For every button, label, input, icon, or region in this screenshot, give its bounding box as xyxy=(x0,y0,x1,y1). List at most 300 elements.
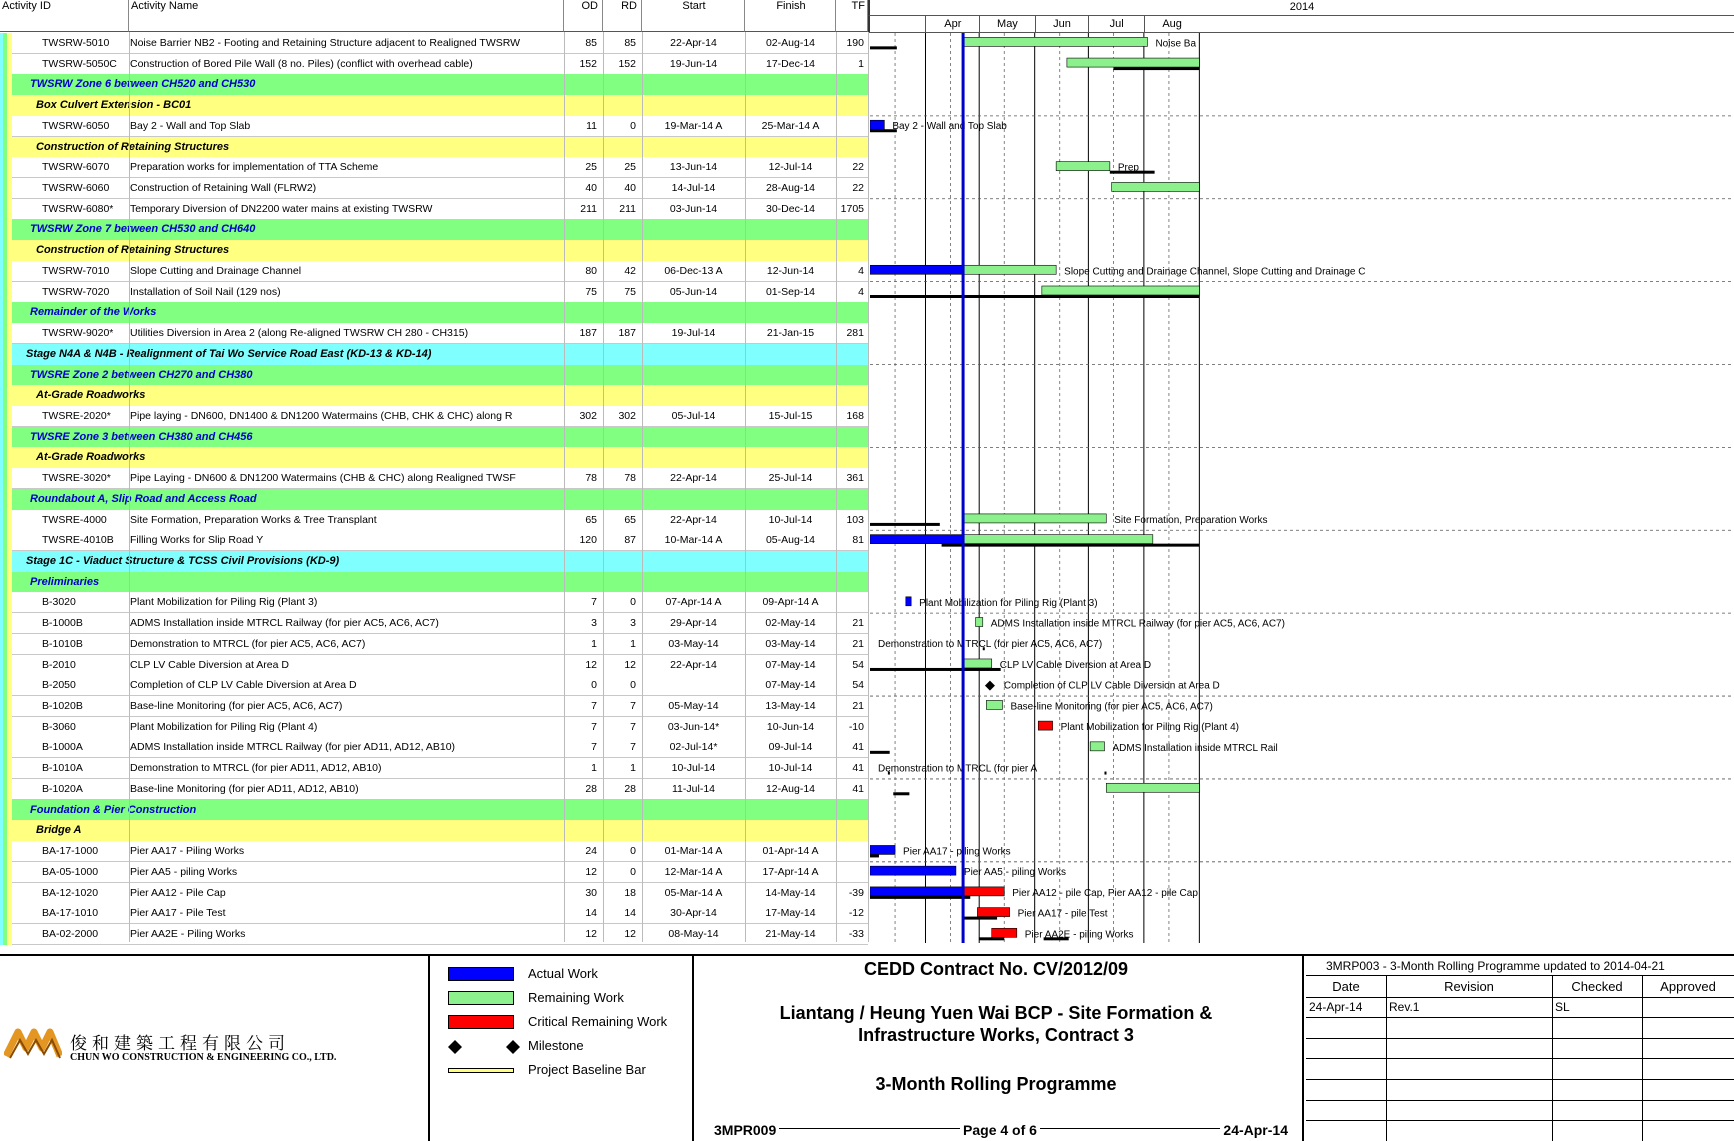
legend-baseline-swatch xyxy=(448,1068,514,1073)
legend-actual-swatch xyxy=(448,967,514,981)
cell-name: Base-line Monitoring (for pier AD11, AD12, AB10) xyxy=(130,782,359,795)
cell-start: 14-Jul-14 xyxy=(671,182,716,195)
cell-finish: 02-May-14 xyxy=(765,617,816,630)
legend-label: Project Baseline Bar xyxy=(528,1062,646,1077)
cell-name: Pier AA17 - Piling Works xyxy=(130,845,245,858)
cell-start: 10-Mar-14 A xyxy=(664,534,723,547)
cell-od: 0 xyxy=(591,679,597,692)
cell-id: TWSRW-6080* xyxy=(42,202,114,215)
cell-finish: 03-May-14 xyxy=(765,637,816,650)
header-start[interactable]: Start xyxy=(642,0,745,32)
cell-od: 11 xyxy=(586,119,597,132)
cell-name: Noise Barrier NB2 - Footing and Retaining Structure adjacent to Realigned TWSRW xyxy=(130,37,521,49)
bar-label: Demonstration to MTRCL (for pier A xyxy=(878,763,1038,775)
cell-tf: -39 xyxy=(848,886,864,899)
revision-row-line xyxy=(1306,1120,1734,1121)
wbs-band-l2[interactable]: Remainder of the Works xyxy=(0,302,868,323)
cell-tf: 21 xyxy=(852,700,864,713)
remaining-bar[interactable] xyxy=(963,514,1106,523)
actual-bar[interactable] xyxy=(870,845,895,854)
month-label: Jul xyxy=(1088,16,1143,32)
legend-label: Remaining Work xyxy=(528,990,624,1005)
cell-start: 05-Jul-14 xyxy=(671,409,716,422)
cell-rd: 12 xyxy=(624,658,636,671)
cell-od: 1 xyxy=(591,762,597,775)
cell-finish: 17-Dec-14 xyxy=(765,57,816,70)
revision-col-header: Approved xyxy=(1660,979,1716,994)
cell-id: B-1000B xyxy=(42,617,83,630)
cell-start: 10-Jul-14 xyxy=(671,762,716,775)
programme-title: 3-Month Rolling Programme xyxy=(875,1074,1117,1094)
cell-tf: 4 xyxy=(858,264,864,277)
cell-finish: 09-Apr-14 A xyxy=(762,596,819,609)
cell-rd: 25 xyxy=(624,161,636,174)
footer-page xyxy=(696,1122,1304,1138)
revision-col-header: Date xyxy=(1332,979,1360,994)
cell-od: 80 xyxy=(585,264,597,277)
cell-name: Base-line Monitoring (for pier AC5, AC6, AC7) xyxy=(130,700,343,713)
remaining-bar[interactable] xyxy=(1106,783,1199,792)
revision-cell[interactable]: Rev.1 xyxy=(1389,1000,1420,1014)
cell-name: Construction of Bored Pile Wall (8 no. Piles) (conflict with overhead cable) xyxy=(130,57,473,70)
legend xyxy=(432,956,694,1141)
cell-id: TWSRW-5050C xyxy=(42,57,117,70)
page-number: Page 4 of 6 xyxy=(960,1122,1040,1138)
cell-id: BA-17-1010 xyxy=(42,907,99,920)
legend-milestone-icon xyxy=(448,1040,520,1054)
cell-finish: 13-May-14 xyxy=(765,700,816,713)
legend-label: Critical Remaining Work xyxy=(528,1014,668,1029)
cell-tf: 41 xyxy=(852,741,864,754)
cell-tf: 361 xyxy=(846,472,864,485)
wbs-band-l2[interactable]: TWSRW Zone 6 between CH520 and CH530 xyxy=(0,74,868,95)
cell-od: 28 xyxy=(585,782,597,795)
cell-id: BA-17-1000 xyxy=(42,845,99,858)
cell-id: TWSRE-4000 xyxy=(42,513,107,526)
actual-bar[interactable] xyxy=(870,866,956,875)
legend-label: Milestone xyxy=(528,1038,584,1053)
wbs-band-l2[interactable]: TWSRE Zone 2 between CH270 and CH380 xyxy=(0,365,868,386)
cell-finish: 01-Apr-14 A xyxy=(762,845,819,858)
revision-row-line xyxy=(1306,1100,1734,1101)
cell-tf: 103 xyxy=(846,513,864,526)
bar-label: CLP LV Cable Diversion at Area D xyxy=(999,659,1152,671)
cell-id: B-1020A xyxy=(42,782,83,795)
cell-finish: 12-Jun-14 xyxy=(766,264,815,277)
bar-label: Noise Ba xyxy=(1155,38,1197,50)
actual-bar[interactable] xyxy=(870,120,884,129)
remaining-bar[interactable] xyxy=(1090,742,1104,751)
header-activity-name[interactable]: Activity Name xyxy=(129,0,564,32)
cell-name: Utilities Diversion in Area 2 (along Re-aligned TWSRW CH 280 - CH315) xyxy=(130,327,469,340)
wbs-indent-strip xyxy=(7,33,12,945)
cell-name: Plant Mobilization for Piling Rig (Plant 3) xyxy=(130,596,318,609)
cell-od: 30 xyxy=(585,886,597,899)
cell-name: Site Formation, Preparation Works & Tree Transplant xyxy=(130,513,377,526)
contract-number: CEDD Contract No. CV/2012/09 xyxy=(863,959,1129,979)
cell-tf: -33 xyxy=(848,927,864,940)
column-divider xyxy=(129,32,130,942)
remaining-bar[interactable] xyxy=(1042,286,1200,295)
cell-id: TWSRW-9020* xyxy=(42,327,114,340)
cell-start: 13-Jun-14 xyxy=(669,161,718,174)
cell-start: 30-Apr-14 xyxy=(670,907,717,920)
month-label: Apr xyxy=(925,16,979,32)
cell-rd: 211 xyxy=(619,202,636,215)
cell-name: Completion of CLP LV Cable Diversion at Area D xyxy=(130,679,357,692)
remaining-bar[interactable] xyxy=(963,535,1153,544)
cell-tf: 1705 xyxy=(840,202,864,215)
cell-start: 19-Mar-14 A xyxy=(664,119,723,132)
baseline-bar[interactable] xyxy=(979,937,1004,940)
revision-col-line xyxy=(1386,976,1387,1141)
remaining-bar[interactable] xyxy=(986,700,1002,709)
cell-finish: 25-Mar-14 A xyxy=(761,119,820,132)
cell-finish: 10-Jul-14 xyxy=(768,513,813,526)
bar-label: Base-line Monitoring (for pier AC5, AC6, AC7) xyxy=(1010,701,1213,713)
cell-od: 14 xyxy=(585,907,597,920)
cell-od: 75 xyxy=(585,285,597,298)
bar-label: ADMS Installation inside MTRCL Railway (for pier AC5, AC6, AC7) xyxy=(990,618,1285,630)
cell-name: Demonstration to MTRCL (for pier AC5, AC6, AC7) xyxy=(130,637,366,650)
cell-name: Pipe laying - DN600, DN1400 & DN1200 Watermains (CHB, CHK & CHC) along R xyxy=(130,409,513,422)
cell-rd: 78 xyxy=(624,472,636,485)
cell-id: BA-12-1020 xyxy=(42,886,99,899)
bar-label: Pier AA5 - piling Works xyxy=(963,867,1066,879)
cell-rd: 0 xyxy=(630,119,636,132)
revision-header: 3MRP003 - 3-Month Rolling Programme updated to 2014-04-21 xyxy=(1306,956,1734,976)
remaining-bar[interactable] xyxy=(1067,58,1199,67)
baseline-bar[interactable] xyxy=(870,668,1001,671)
cell-od: 120 xyxy=(579,534,597,547)
cell-name: Bay 2 - Wall and Top Slab xyxy=(130,119,251,132)
cell-name: Temporary Diversion of DN2200 water mains at existing TWSRW xyxy=(130,202,433,215)
cell-name: Filling Works for Slip Road Y xyxy=(130,534,264,547)
cell-start: 11-Jul-14 xyxy=(672,782,715,795)
legend-remaining-swatch xyxy=(448,991,514,1005)
wbs-band-l1[interactable]: Stage 1C - Viaduct Structure & TCSS Civil Provisions (KD-9) xyxy=(0,551,868,572)
project-title-line1: Liantang / Heung Yuen Wai BCP - Site Formation & xyxy=(779,1003,1213,1023)
cell-finish: 15-Jul-15 xyxy=(768,409,813,422)
revision-row-line xyxy=(1306,1079,1734,1080)
cell-tf: 21 xyxy=(852,617,864,630)
revision-row-line xyxy=(1306,1017,1734,1018)
bar-label: Plant Mobilization for Piling Rig (Plant 4) xyxy=(1060,722,1240,734)
cell-tf: 21 xyxy=(852,637,864,650)
cell-start: 06-Dec-13 A xyxy=(664,264,723,277)
cell-id: TWSRW-7010 xyxy=(42,264,110,277)
revision-row-line xyxy=(1306,997,1734,998)
bar-label: Pier AA12 - pile Cap, Pier AA12 - pile Cap xyxy=(1012,887,1198,899)
header-finish[interactable]: Finish xyxy=(745,0,836,32)
cell-od: 3 xyxy=(591,617,597,630)
cell-tf: 22 xyxy=(852,161,864,174)
cell-od: 7 xyxy=(591,700,597,713)
remaining-bar[interactable] xyxy=(963,265,1056,274)
cell-rd: 28 xyxy=(624,782,636,795)
remaining-bar[interactable] xyxy=(1112,182,1200,191)
cell-start: 03-May-14 xyxy=(668,637,719,650)
actual-bar[interactable] xyxy=(870,535,963,544)
critical-bar[interactable] xyxy=(1038,721,1052,730)
cell-od: 152 xyxy=(579,57,597,70)
cell-finish: 02-Aug-14 xyxy=(765,37,816,49)
cell-start: 03-Jun-14 xyxy=(669,202,718,215)
cell-id: TWSRW-7020 xyxy=(42,285,110,298)
column-divider xyxy=(745,32,746,942)
cell-name: ADMS Installation inside MTRCL Railway (for pier AC5, AC6, AC7) xyxy=(130,617,439,630)
wbs-band-l3[interactable]: Construction of Retaining Structures xyxy=(0,137,868,158)
revision-table xyxy=(1306,956,1734,1141)
revision-col-line xyxy=(1552,976,1553,1141)
cell-finish: 01-Sep-14 xyxy=(765,285,816,298)
legend-critical-swatch xyxy=(448,1015,514,1029)
cell-rd: 152 xyxy=(618,57,636,70)
cell-rd: 42 xyxy=(624,264,636,277)
milestone-marker[interactable] xyxy=(985,681,995,691)
cell-od: 12 xyxy=(585,658,597,671)
baseline-bar[interactable] xyxy=(1104,772,1106,775)
cell-rd: 85 xyxy=(624,37,636,49)
header-tf[interactable]: TF xyxy=(836,0,868,32)
wbs-band-l3[interactable]: At-Grade Roadworks xyxy=(0,385,868,406)
baseline-bar[interactable] xyxy=(870,854,879,857)
actual-bar[interactable] xyxy=(870,887,963,896)
cell-rd: 1 xyxy=(630,762,636,775)
cell-start: 01-Mar-14 A xyxy=(664,845,723,858)
cell-id: B-2050 xyxy=(42,679,76,692)
cell-finish: 25-Jul-14 xyxy=(768,472,813,485)
cell-tf: -10 xyxy=(848,720,864,733)
cell-finish: 05-Aug-14 xyxy=(765,534,816,547)
remaining-bar[interactable] xyxy=(1056,162,1110,171)
remaining-bar[interactable] xyxy=(963,37,1147,46)
cell-start: 05-Jun-14 xyxy=(669,285,718,298)
cell-start: 22-Apr-14 xyxy=(670,658,717,671)
baseline-bar[interactable] xyxy=(870,46,897,49)
wbs-band-l2[interactable]: Preliminaries xyxy=(0,572,868,593)
wbs-band-l3[interactable]: Construction of Retaining Structures xyxy=(0,240,868,261)
wbs-band-l3[interactable]: Box Culvert Extension - BC01 xyxy=(0,95,868,116)
baseline-bar[interactable] xyxy=(963,917,997,920)
footer-code: 3MPR009 xyxy=(714,1122,779,1138)
baseline-bar[interactable] xyxy=(870,896,970,899)
cell-finish: 21-May-14 xyxy=(765,927,816,940)
bar-label: Plant Mobilization for Piling Rig (Plant 3) xyxy=(919,597,1098,609)
cell-name: Slope Cutting and Drainage Channel xyxy=(130,264,302,277)
cell-od: 25 xyxy=(585,161,597,174)
baseline-bar[interactable] xyxy=(1113,67,1199,70)
critical-bar[interactable] xyxy=(963,887,1004,896)
cell-name: Pipe Laying - DN600 & DN1200 Watermains (CHB & CHC) along Realigned TWSF xyxy=(130,472,516,485)
cell-name: ADMS Installation inside MTRCL Railway (for pier AD11, AD12, AB10) xyxy=(130,741,456,754)
cell-rd: 12 xyxy=(624,927,636,940)
cell-rd: 1 xyxy=(630,637,636,650)
company-name-en: CHUN WO CONSTRUCTION & ENGINEERING CO., LTD. xyxy=(70,1052,337,1063)
revision-cell[interactable]: SL xyxy=(1555,1000,1570,1014)
column-divider xyxy=(564,32,565,942)
cell-id: TWSRW-5010 xyxy=(42,37,110,49)
cell-rd: 302 xyxy=(618,409,636,422)
cell-finish: 10-Jul-14 xyxy=(768,762,813,775)
cell-rd: 0 xyxy=(630,679,636,692)
column-divider xyxy=(868,32,869,942)
cell-od: 78 xyxy=(585,472,597,485)
bar-label: Pier AA17 - piling Works xyxy=(903,846,1011,858)
cell-id: TWSRW-6070 xyxy=(42,161,110,174)
cell-rd: 0 xyxy=(630,845,636,858)
cell-id: BA-02-2000 xyxy=(42,927,99,940)
critical-bar[interactable] xyxy=(977,908,1009,917)
bar-label: Demonstration to MTRCL (for pier AC5, AC6, AC7) xyxy=(878,639,1103,651)
cell-tf: 81 xyxy=(852,534,864,547)
wbs-band-l2[interactable]: TWSRW Zone 7 between CH530 and CH640 xyxy=(0,219,868,240)
cell-finish: 30-Dec-14 xyxy=(765,202,816,215)
company-name-cn: 俊和建築工程有限公司 xyxy=(70,1034,290,1054)
cell-od: 1 xyxy=(591,637,597,650)
revision-row-line xyxy=(1306,1038,1734,1039)
cell-tf: 22 xyxy=(852,182,864,195)
cell-id: BA-05-1000 xyxy=(42,865,99,878)
cell-rd: 7 xyxy=(630,700,636,713)
cell-rd: 0 xyxy=(630,596,636,609)
cell-finish: 07-May-14 xyxy=(765,658,816,671)
wbs-band-l1[interactable]: Stage N4A & N4B - Realignment of Tai Wo Service Road East (KD-13 & KD-14) xyxy=(0,344,868,365)
revision-row-line xyxy=(1306,1058,1734,1059)
baseline-bar[interactable] xyxy=(870,295,1067,298)
cell-name: Demonstration to MTRCL (for pier AD11, AD12, AB10) xyxy=(130,762,382,775)
cell-start: 08-May-14 xyxy=(668,927,719,940)
cell-name: Pier AA2E - Piling Works xyxy=(130,927,246,940)
cell-id: B-3020 xyxy=(42,596,76,609)
cell-id: TWSRW-6050 xyxy=(42,119,110,132)
cell-tf: -12 xyxy=(848,907,864,920)
bar-label: Prep xyxy=(1117,162,1139,174)
actual-bar[interactable] xyxy=(906,597,911,606)
cell-start: 19-Jun-14 xyxy=(669,57,718,70)
wbs-band-l3[interactable]: Bridge A xyxy=(0,820,868,841)
header-activity-id[interactable]: Activity ID xyxy=(0,0,129,32)
cell-rd: 18 xyxy=(624,886,636,899)
cell-start: 22-Apr-14 xyxy=(670,37,717,49)
cell-name: Pier AA17 - Pile Test xyxy=(130,907,226,920)
remaining-bar[interactable] xyxy=(963,659,992,668)
bar-label: Slope Cutting and Drainage Channel, Slope Cutting and Drainage C xyxy=(1064,266,1366,278)
cell-rd: 7 xyxy=(630,720,636,733)
cell-start: 05-May-14 xyxy=(668,700,719,713)
cell-finish: 17-May-14 xyxy=(765,907,816,920)
cell-id: TWSRE-2020* xyxy=(42,409,111,422)
cell-tf: 54 xyxy=(852,658,864,671)
cell-rd: 0 xyxy=(630,865,636,878)
cell-tf: 281 xyxy=(846,327,864,340)
cell-id: B-1010B xyxy=(42,637,83,650)
header-od[interactable]: OD xyxy=(564,0,603,32)
cell-finish: 10-Jun-14 xyxy=(766,720,815,733)
company-block xyxy=(0,956,430,1141)
wbs-band-l2[interactable]: Roundabout A, Slip Road and Access Road xyxy=(0,489,868,510)
month-label: Aug xyxy=(1144,16,1199,32)
cell-finish: 28-Aug-14 xyxy=(765,182,816,195)
wbs-band-l3[interactable]: At-Grade Roadworks xyxy=(0,447,868,468)
cell-rd: 3 xyxy=(630,617,636,630)
critical-bar[interactable] xyxy=(992,928,1017,937)
cell-name: Installation of Soil Nail (129 nos) xyxy=(130,285,281,298)
bar-label: Pier AA17 - pile Test xyxy=(1017,908,1108,920)
cell-name: Pier AA5 - piling Works xyxy=(130,865,238,878)
cell-id: TWSRW-6060 xyxy=(42,182,110,195)
cell-start: 22-Apr-14 xyxy=(670,513,717,526)
cell-od: 302 xyxy=(579,409,597,422)
cell-finish: 09-Jul-14 xyxy=(768,741,813,754)
cell-od: 187 xyxy=(579,327,597,340)
cell-start: 12-Mar-14 A xyxy=(664,865,723,878)
baseline-bar[interactable] xyxy=(1065,295,1199,298)
revision-cell[interactable]: 24-Apr-14 xyxy=(1309,1000,1363,1014)
cell-od: 85 xyxy=(585,37,597,49)
cell-rd: 14 xyxy=(624,907,636,920)
wbs-band-l2[interactable]: TWSRE Zone 3 between CH380 and CH456 xyxy=(0,427,868,448)
cell-rd: 40 xyxy=(624,182,636,195)
bar-label: Bay 2 - Wall and Top Slab xyxy=(892,121,1007,133)
cell-start: 05-Mar-14 A xyxy=(664,886,723,899)
column-divider xyxy=(836,32,837,942)
cell-tf: 41 xyxy=(852,782,864,795)
cell-od: 7 xyxy=(591,741,597,754)
cell-finish: 17-Apr-14 A xyxy=(762,865,819,878)
company-logo-icon xyxy=(4,1026,62,1062)
gantt-chart xyxy=(870,33,1734,943)
cell-od: 211 xyxy=(580,202,597,215)
baseline-bar[interactable] xyxy=(893,792,909,795)
remaining-bar[interactable] xyxy=(976,618,983,627)
cell-rd: 65 xyxy=(624,513,636,526)
cell-start: 02-Jul-14* xyxy=(669,741,718,754)
cell-start: 03-Jun-14* xyxy=(667,720,720,733)
cell-od: 7 xyxy=(591,596,597,609)
cell-id: B-1020B xyxy=(42,700,83,713)
cell-tf: 168 xyxy=(846,409,864,422)
baseline-bar[interactable] xyxy=(870,523,940,526)
cell-id: B-1000A xyxy=(42,741,83,754)
cell-finish: 21-Jan-15 xyxy=(766,327,815,340)
cell-od: 12 xyxy=(585,865,597,878)
cell-od: 12 xyxy=(585,927,597,940)
cell-name: CLP LV Cable Diversion at Area D xyxy=(130,658,289,671)
bar-label: Site Formation, Preparation Works xyxy=(1114,514,1268,526)
revision-col-header: Revision xyxy=(1444,979,1494,994)
baseline-bar[interactable] xyxy=(942,544,1200,547)
cell-name: Pier AA12 - Pile Cap xyxy=(130,886,226,899)
wbs-band-l2[interactable]: Foundation & Pier Construction xyxy=(0,800,868,821)
cell-id: B-1010A xyxy=(42,762,83,775)
cell-name: Construction of Retaining Wall (FLRW2) xyxy=(130,182,317,195)
timescale-year: 2014 xyxy=(868,0,1734,16)
cell-od: 65 xyxy=(585,513,597,526)
cell-id: B-3060 xyxy=(42,720,76,733)
cell-id: B-2010 xyxy=(42,658,76,671)
cell-name: Plant Mobilization for Piling Rig (Plant 4) xyxy=(130,720,318,733)
cell-tf: 54 xyxy=(852,679,864,692)
project-title-line2: Infrastructure Works, Contract 3 xyxy=(858,1025,1134,1045)
baseline-bar[interactable] xyxy=(870,751,890,754)
bar-label: Pier AA2E - piling Works xyxy=(1024,929,1134,941)
month-label: Jun xyxy=(1035,16,1089,32)
header-rd[interactable]: RD xyxy=(603,0,642,32)
actual-bar[interactable] xyxy=(870,265,963,274)
cell-id: TWSRE-4010B xyxy=(42,534,114,547)
cell-tf: 190 xyxy=(846,37,864,49)
